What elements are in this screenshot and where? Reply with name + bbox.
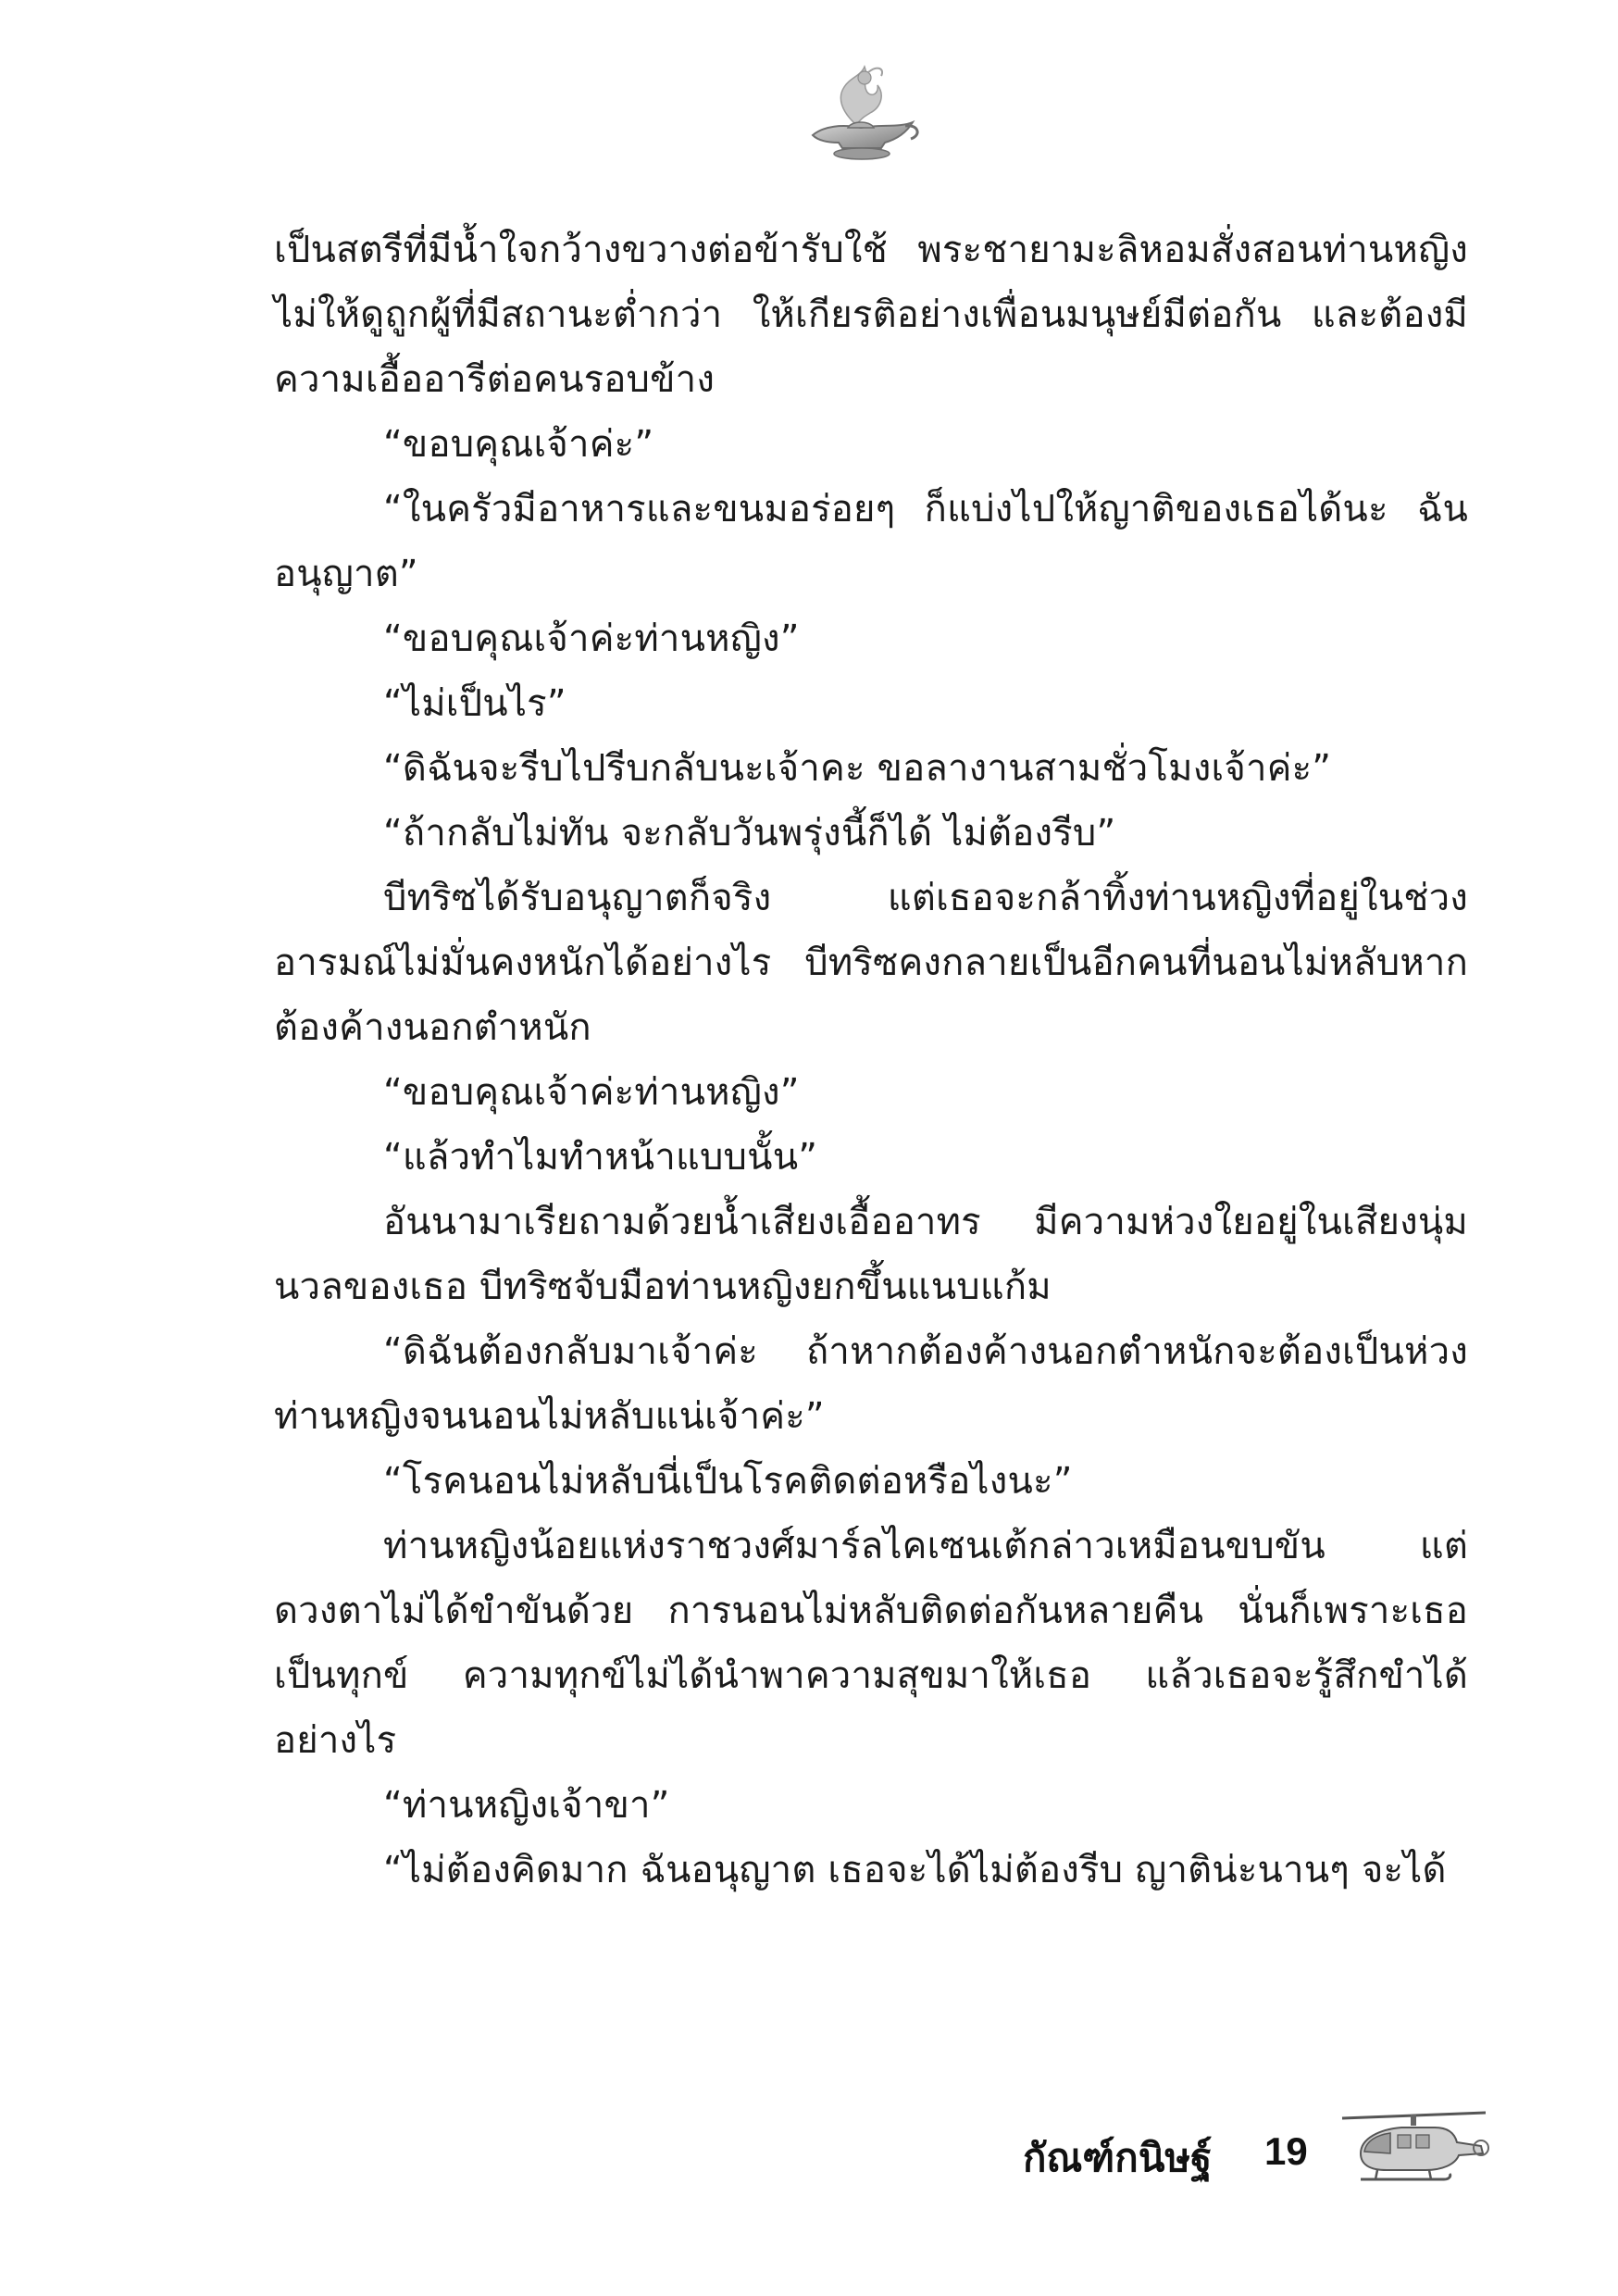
helicopter-icon (1333, 2105, 1490, 2189)
dialogue-line: “ขอบคุณเจ้าค่ะท่านหญิง” (383, 1071, 800, 1114)
dialogue-line: “ถ้ากลับไม่ทัน จะกลับวันพรุ่งนี้ก็ได้ ไม่ต้องรีบ” (383, 812, 1116, 855)
dialogue-line: “แล้วทำไมทำหน้าแบบนั้น” (383, 1136, 818, 1179)
paragraph: อันนามาเรียถามด้วยน้ำเสียงเอื้ออาทร มีความห่วงใยอยู่ในเสียงนุ่มนวลของเธอ บีทริซจับมือท่านหญิงยกขึ้นแนบแก้ม (274, 1201, 1468, 1308)
dialogue-line: “ขอบคุณเจ้าค่ะ” (383, 423, 654, 466)
dialogue-line: “ไม่ต้องคิดมาก ฉันอนุญาต เธอจะได้ไม่ต้องรีบ ญาติน่ะนานๆ จะได้ (383, 1849, 1447, 1891)
dialogue-line: “ในครัวมีอาหารและขนมอร่อยๆ ก็แบ่งไปให้ญาติของเธอได้นะ ฉันอนุญาต” (274, 488, 1468, 595)
paragraph: เป็นสตรีที่มีน้ำใจกว้างขวางต่อข้ารับใช้ พระชายามะลิหอมสั่งสอนท่านหญิงไม่ให้ดูถูกผู้ที่มีสถานะต่ำกว่า ให้เกียรติอย่างเพื่อนมนุษย์มีต่อกัน และต้องมีความเอื้ออารีต่อคนรอบข้าง (274, 229, 1468, 401)
dialogue-line: “ดิฉันจะรีบไปรีบกลับนะเจ้าคะ ขอลางานสามชั่วโมงเจ้าค่ะ” (383, 747, 1332, 790)
dialogue-line: “ท่านหญิงเจ้าขา” (383, 1784, 670, 1827)
genie-lamp-icon (796, 57, 926, 168)
book-title: กัณฑ์กนิษฐ์ (1023, 2135, 1213, 2180)
paragraph: บีทริซได้รับอนุญาตก็จริง แต่เธอจะกล้าทิ้งท่านหญิงที่อยู่ในช่วงอารมณ์ไม่มั่นคงหนักได้อย่างไร บีทริซคงกลายเป็นอีกคนที่นอนไม่หลับหากต้องค้างนอกตำหนัก (274, 877, 1468, 1049)
dialogue-line: “ไม่เป็นไร” (383, 682, 566, 725)
dialogue-line: “ขอบคุณเจ้าค่ะท่านหญิง” (383, 618, 800, 660)
paragraph: ท่านหญิงน้อยแห่งราชวงศ์มาร์ลไคเซนเต้กล่าวเหมือนขบขัน แต่ดวงตาไม่ได้ขำขันด้วย การนอนไม่หลับติดต่อกันหลายคืน นั่นก็เพราะเธอเป็นทุกข์ ความทุกข์ไม่ได้นำพาความสุขมาให้เธอ แล้วเธอจะรู้สึกขำได้อย่างไร (274, 1525, 1468, 1762)
body-text (274, 218, 1468, 1903)
dialogue-line: “โรคนอนไม่หลับนี่เป็นโรคติดต่อหรือไงนะ” (383, 1460, 1073, 1503)
page-number: 19 (1264, 2129, 1308, 2173)
dialogue-line: “ดิฉันต้องกลับมาเจ้าค่ะ ถ้าหากต้องค้างนอกตำหนักจะต้องเป็นห่วงท่านหญิงจนนอนไม่หลับแน่เจ้าค่ะ” (274, 1330, 1468, 1438)
page-footer (0, 2100, 1618, 2211)
